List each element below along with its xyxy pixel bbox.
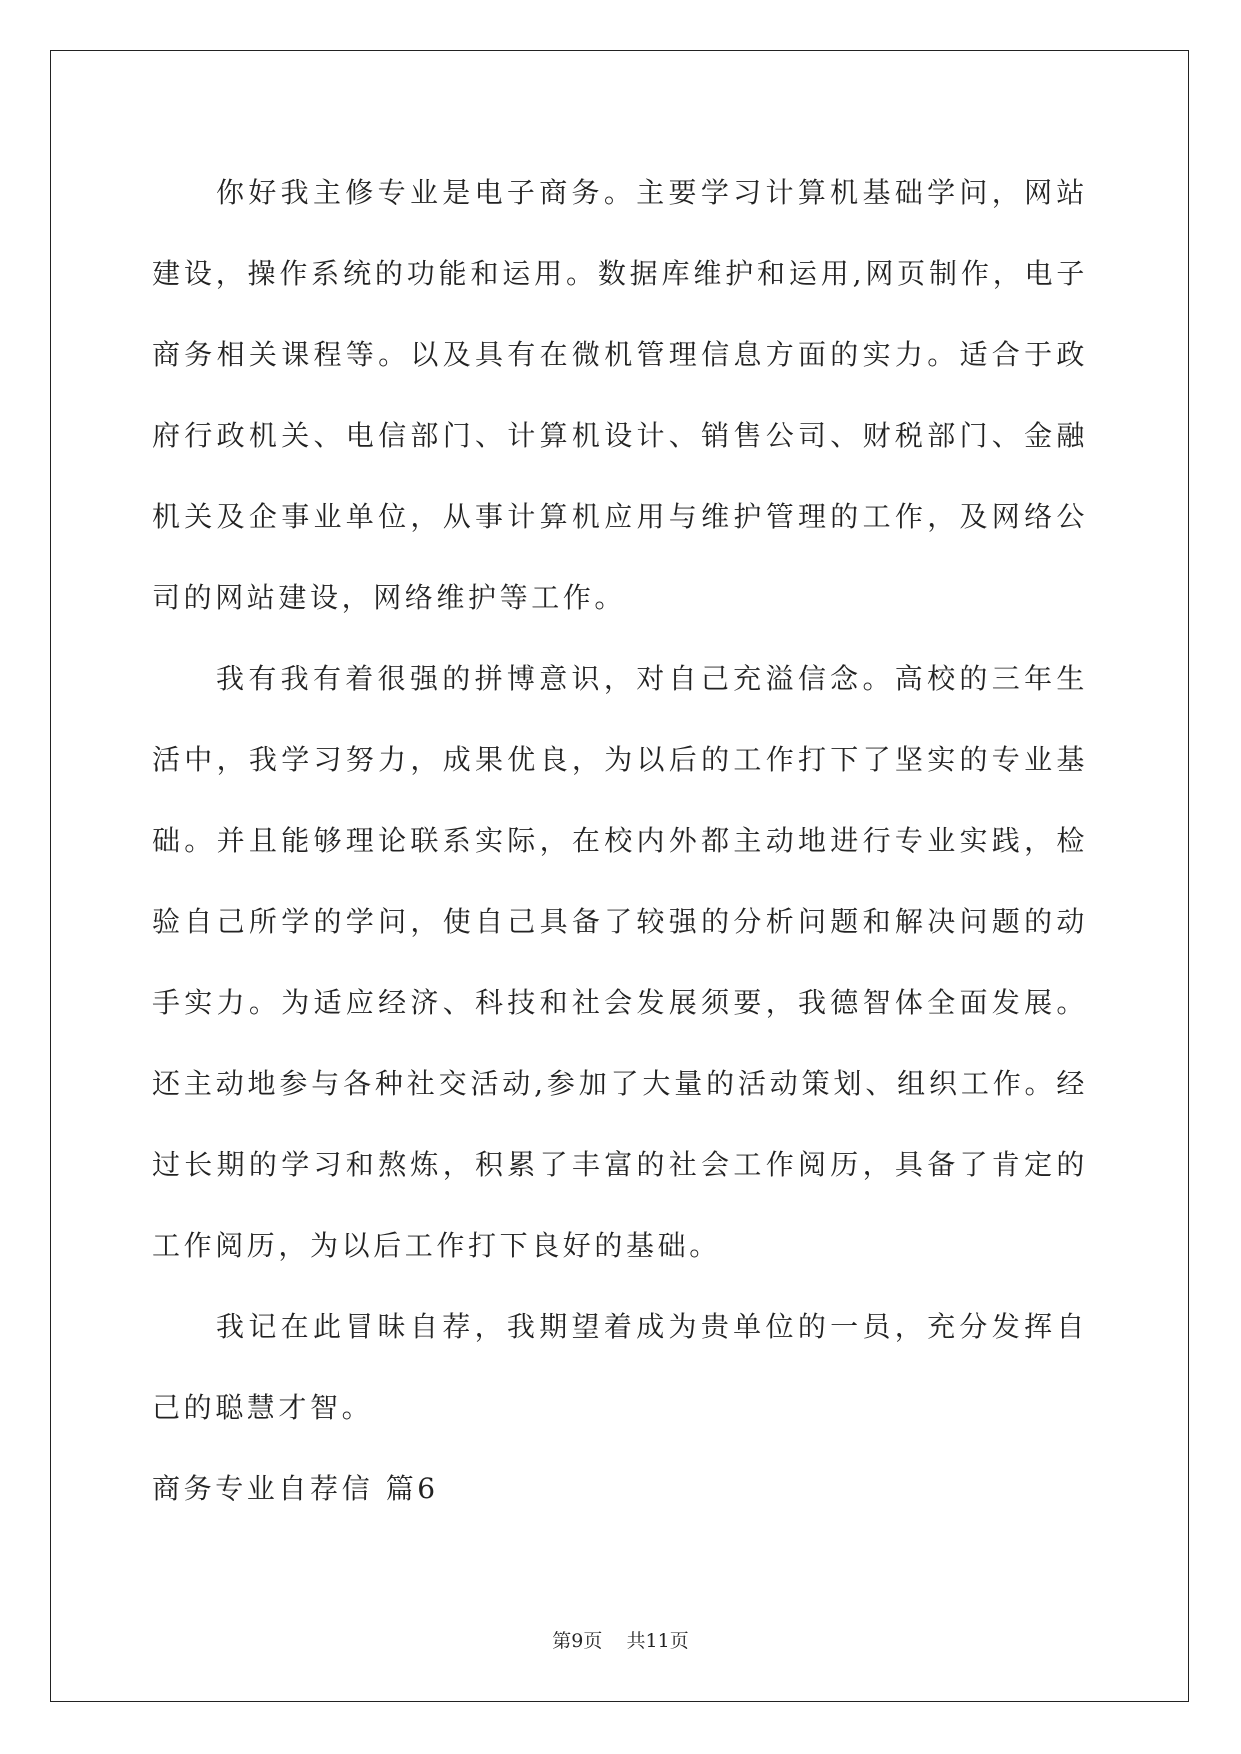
section-heading: 商务专业自荐信 篇6: [152, 1472, 439, 1505]
page-number: 第9页: [552, 1630, 603, 1652]
paragraph-closing: 我记在此冒昧自荐，我期望着成为贵单位的一员，充分发挥自己的聪慧才智。: [152, 1310, 1088, 1424]
page-total: 共11页: [626, 1630, 689, 1652]
paragraph-major-intro: 你好我主修专业是电子商务。主要学习计算机基础学问，网站建设，操作系统的功能和运用。数据库维护和运用,网页制作，电子商务相关课程等。以及具有在微机管理信息方面的实力。适合于政府行政机关、电信部门、计算机设计、销售公司、财税部门、金融机关及企事业单位，从事计算机应用与维护管理的工作，及网络公司的网站建设，网络维护等工作。: [152, 176, 1088, 614]
page-footer: [0, 1626, 1241, 1653]
paragraph-experience: 我有我有着很强的拼博意识，对自己充溢信念。高校的三年生活中，我学习努力，成果优良，为以后的工作打下了坚实的专业基础。并且能够理论联系实际，在校内外都主动地进行专业实践，检验自己所学的学问，使自己具备了较强的分析问题和解决问题的动手实力。为适应经济、科技和社会发展须要，我德智体全面发展。还主动地参与各种社交活动,参加了大量的活动策划、组织工作。经过长期的学习和熬炼，积累了丰富的社会工作阅历，具备了肯定的工作阅历，为以后工作打下良好的基础。: [152, 662, 1088, 1262]
document-body: [152, 152, 1088, 1529]
